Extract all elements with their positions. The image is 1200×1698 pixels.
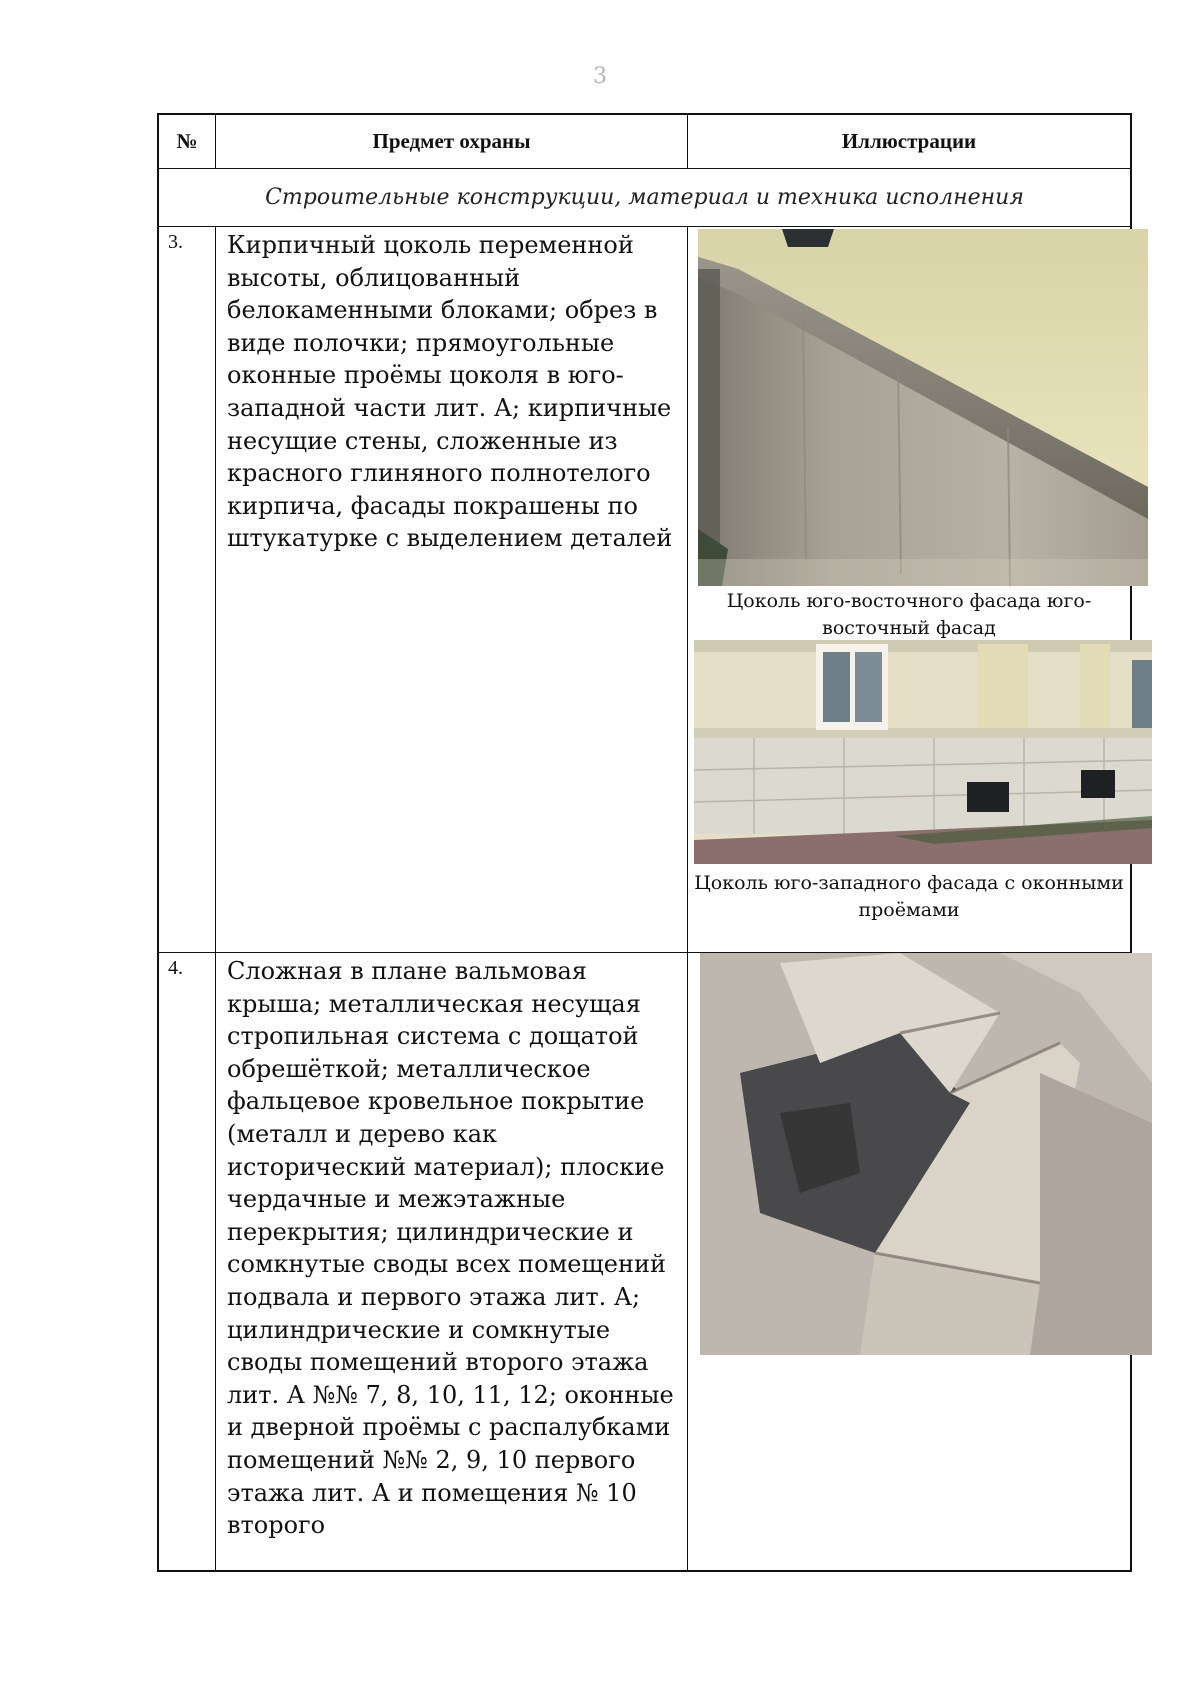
header-num: № xyxy=(159,115,216,168)
row-number-cell xyxy=(159,953,216,1570)
row-description-cell xyxy=(216,227,688,952)
photo-caption: Цоколь юго-восточного фасада юго-восточный фасад xyxy=(726,590,1092,639)
table-row xyxy=(159,953,1130,1570)
row-number: 3. xyxy=(168,231,183,253)
section-row xyxy=(159,169,1130,227)
row-number-cell xyxy=(159,227,216,952)
row-illustrations-cell xyxy=(688,227,1130,952)
table-row xyxy=(159,227,1130,953)
row-description: Кирпичный цоколь переменной высоты, облицованный белокаменными блоками; обрез в виде полочки; прямоугольные оконные проёмы цоколя в юго-западной части лит. А; кирпичные несущие стены, сложенные из красного глиняного полнотелого кирпича, фасады покрашены по штукатурке с выделением деталей xyxy=(227,231,673,553)
page-number: 3 xyxy=(593,64,607,89)
section-title: Строительные конструкции, материал и техника исполнения xyxy=(265,185,1024,210)
photo-southwest-plinth-windows xyxy=(694,640,1152,864)
row-illustrations-cell xyxy=(688,953,1130,1570)
table-header-row xyxy=(159,115,1130,169)
photo-aerial-roof xyxy=(700,953,1152,1355)
protection-subject-table xyxy=(157,113,1132,1572)
row-description-cell xyxy=(216,953,688,1570)
row-number: 4. xyxy=(168,957,183,979)
header-illustrations: Иллюстрации xyxy=(841,129,977,153)
header-subject: Предмет охраны xyxy=(216,115,688,168)
row-description: Сложная в плане вальмовая крыша; металлическая несущая стропильная система с дощатой обрешёткой; металлическое фальцевое кровельное покрытие (металл и дерево как исторический материал); плоские чердачные и межэтажные перекрытия; цилиндрические и сомкнутые своды всех помещений подвала и первого этажа лит. А; цилиндрические и сомкнутые своды помещений второго этажа лит. А №№ 7, 8, 10, 11, 12; оконные и дверной проёмы с распалубками помещений №№ 2, 9, 10 первого этажа лит. А и помещения № 10 второго xyxy=(227,957,674,1540)
photo-caption: Цоколь юго-западного фасада с оконными проёмами xyxy=(694,872,1124,921)
photo-southeast-plinth xyxy=(698,229,1148,586)
